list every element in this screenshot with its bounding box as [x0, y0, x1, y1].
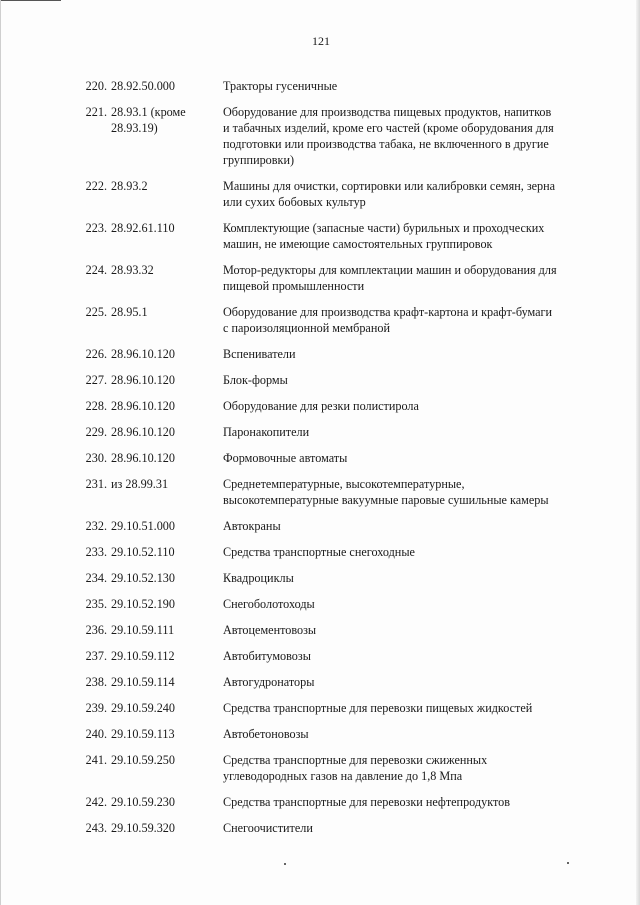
item-number: 243. — [85, 821, 107, 835]
item-number: 228. — [85, 399, 107, 413]
item-number: 237. — [85, 649, 107, 663]
list-item — [79, 570, 579, 586]
list-item — [79, 794, 579, 810]
list-item — [79, 78, 579, 94]
item-number: 224. — [85, 263, 107, 277]
item-description: Средства транспортные снегоходные — [223, 545, 415, 559]
scan-right-edge — [636, 0, 640, 905]
list-item — [79, 398, 579, 414]
item-description: Квадроциклы — [223, 571, 294, 585]
item-description: Вспениватели — [223, 347, 296, 361]
item-code: 29.10.59.113 — [111, 727, 175, 741]
item-code: 28.96.10.120 — [111, 373, 175, 387]
item-description: Автобетоновозы — [223, 727, 309, 741]
item-description: Формовочные автоматы — [223, 451, 348, 465]
item-description: Автогудронаторы — [223, 675, 315, 689]
item-description: Тракторы гусеничные — [223, 79, 338, 93]
list-item — [79, 346, 579, 362]
list-item — [79, 544, 579, 560]
item-code: 28.96.10.120 — [111, 451, 175, 465]
item-code: 28.95.1 — [111, 305, 148, 319]
item-code: 29.10.59.320 — [111, 821, 175, 835]
item-number: 230. — [85, 451, 107, 465]
item-number: 222. — [85, 179, 107, 193]
list-item — [79, 372, 579, 388]
list-item — [79, 304, 579, 336]
item-description: Среднетемпературные, высокотемпературные, высокотемпературные вакуумные паровые сушильные камеры — [223, 477, 549, 507]
item-code: 29.10.59.250 — [111, 753, 175, 767]
item-code: 29.10.59.240 — [111, 701, 175, 715]
item-description: Оборудование для резки полистирола — [223, 399, 419, 413]
list-item — [79, 622, 579, 638]
item-description: Автоцементовозы — [223, 623, 317, 637]
list-item — [79, 648, 579, 664]
page-number: 121 — [312, 34, 330, 48]
item-code: 28.92.50.000 — [111, 79, 175, 93]
item-number: 242. — [85, 795, 107, 809]
item-description: Оборудование для производства пищевых продуктов, напитков и табачных изделий, кроме его частей (кроме оборудования для подготовки или производства табака, не включенного в другие группировки) — [223, 105, 554, 167]
item-code: 29.10.59.230 — [111, 795, 175, 809]
item-code: 28.92.61.110 — [111, 221, 175, 235]
scan-speck — [284, 863, 286, 865]
scan-speck — [567, 862, 569, 864]
item-code: 29.10.59.112 — [111, 649, 175, 663]
item-number: 220. — [85, 79, 107, 93]
item-number: 231. — [85, 477, 107, 491]
item-description: Автокраны — [223, 519, 281, 533]
item-number: 229. — [85, 425, 107, 439]
item-number: 239. — [85, 701, 107, 715]
item-description: Средства транспортные для перевозки пищевых жидкостей — [223, 701, 533, 715]
list-item — [79, 178, 579, 210]
list-item — [79, 596, 579, 612]
list-item — [79, 820, 579, 836]
item-description: Комплектующие (запасные части) бурильных и проходческих машин, не имеющие самостоятельных группировок — [223, 221, 545, 251]
list-item — [79, 476, 579, 508]
item-code: 29.10.52.190 — [111, 597, 175, 611]
item-description: Машины для очистки, сортировки или калибровки семян, зерна или сухих бобовых культур — [223, 179, 556, 209]
item-description: Паронакопители — [223, 425, 310, 439]
item-code: 29.10.59.114 — [111, 675, 175, 689]
item-number: 221. — [85, 105, 107, 119]
item-number: 241. — [85, 753, 107, 767]
list-item — [79, 450, 579, 466]
item-code: 29.10.51.000 — [111, 519, 175, 533]
item-number: 234. — [85, 571, 107, 585]
list-item — [79, 518, 579, 534]
item-number: 236. — [85, 623, 107, 637]
item-number: 240. — [85, 727, 107, 741]
list-item — [79, 220, 579, 252]
list-item — [79, 726, 579, 742]
list-item — [79, 674, 579, 690]
item-code: 28.96.10.120 — [111, 347, 175, 361]
item-description: Оборудование для производства крафт-картона и крафт-бумаги с пароизоляционной мембраной — [223, 305, 553, 335]
item-code: 29.10.52.130 — [111, 571, 175, 585]
item-code: 28.93.1 (кроме 28.93.19) — [111, 105, 186, 135]
item-code: 28.93.32 — [111, 263, 154, 277]
item-number: 227. — [85, 373, 107, 387]
item-code: 28.96.10.120 — [111, 425, 175, 439]
item-description: Снегоболотоходы — [223, 597, 315, 611]
item-description: Средства транспортные для перевозки нефтепродуктов — [223, 795, 510, 809]
item-number: 225. — [85, 305, 107, 319]
scan-top-line — [1, 0, 61, 1]
item-description: Автобитумовозы — [223, 649, 311, 663]
item-code: 28.96.10.120 — [111, 399, 175, 413]
list-item — [79, 700, 579, 716]
list-item — [79, 262, 579, 294]
item-number: 238. — [85, 675, 107, 689]
item-code: 29.10.59.111 — [111, 623, 175, 637]
item-code: 29.10.52.110 — [111, 545, 175, 559]
list-item — [79, 104, 579, 168]
item-code: из 28.99.31 — [111, 477, 169, 491]
item-description: Средства транспортные для перевозки сжиженных углеводородных газов на давление до 1,8 Мпа — [223, 753, 488, 783]
item-description: Мотор-редукторы для комплектации машин и оборудования для пищевой промышленности — [223, 263, 557, 293]
item-code: 28.93.2 — [111, 179, 148, 193]
item-number: 232. — [85, 519, 107, 533]
list-item — [79, 424, 579, 440]
item-number: 223. — [85, 221, 107, 235]
item-description: Снегоочистители — [223, 821, 313, 835]
item-number: 226. — [85, 347, 107, 361]
item-number: 233. — [85, 545, 107, 559]
item-number: 235. — [85, 597, 107, 611]
item-description: Блок-формы — [223, 373, 288, 387]
list-item — [79, 752, 579, 784]
